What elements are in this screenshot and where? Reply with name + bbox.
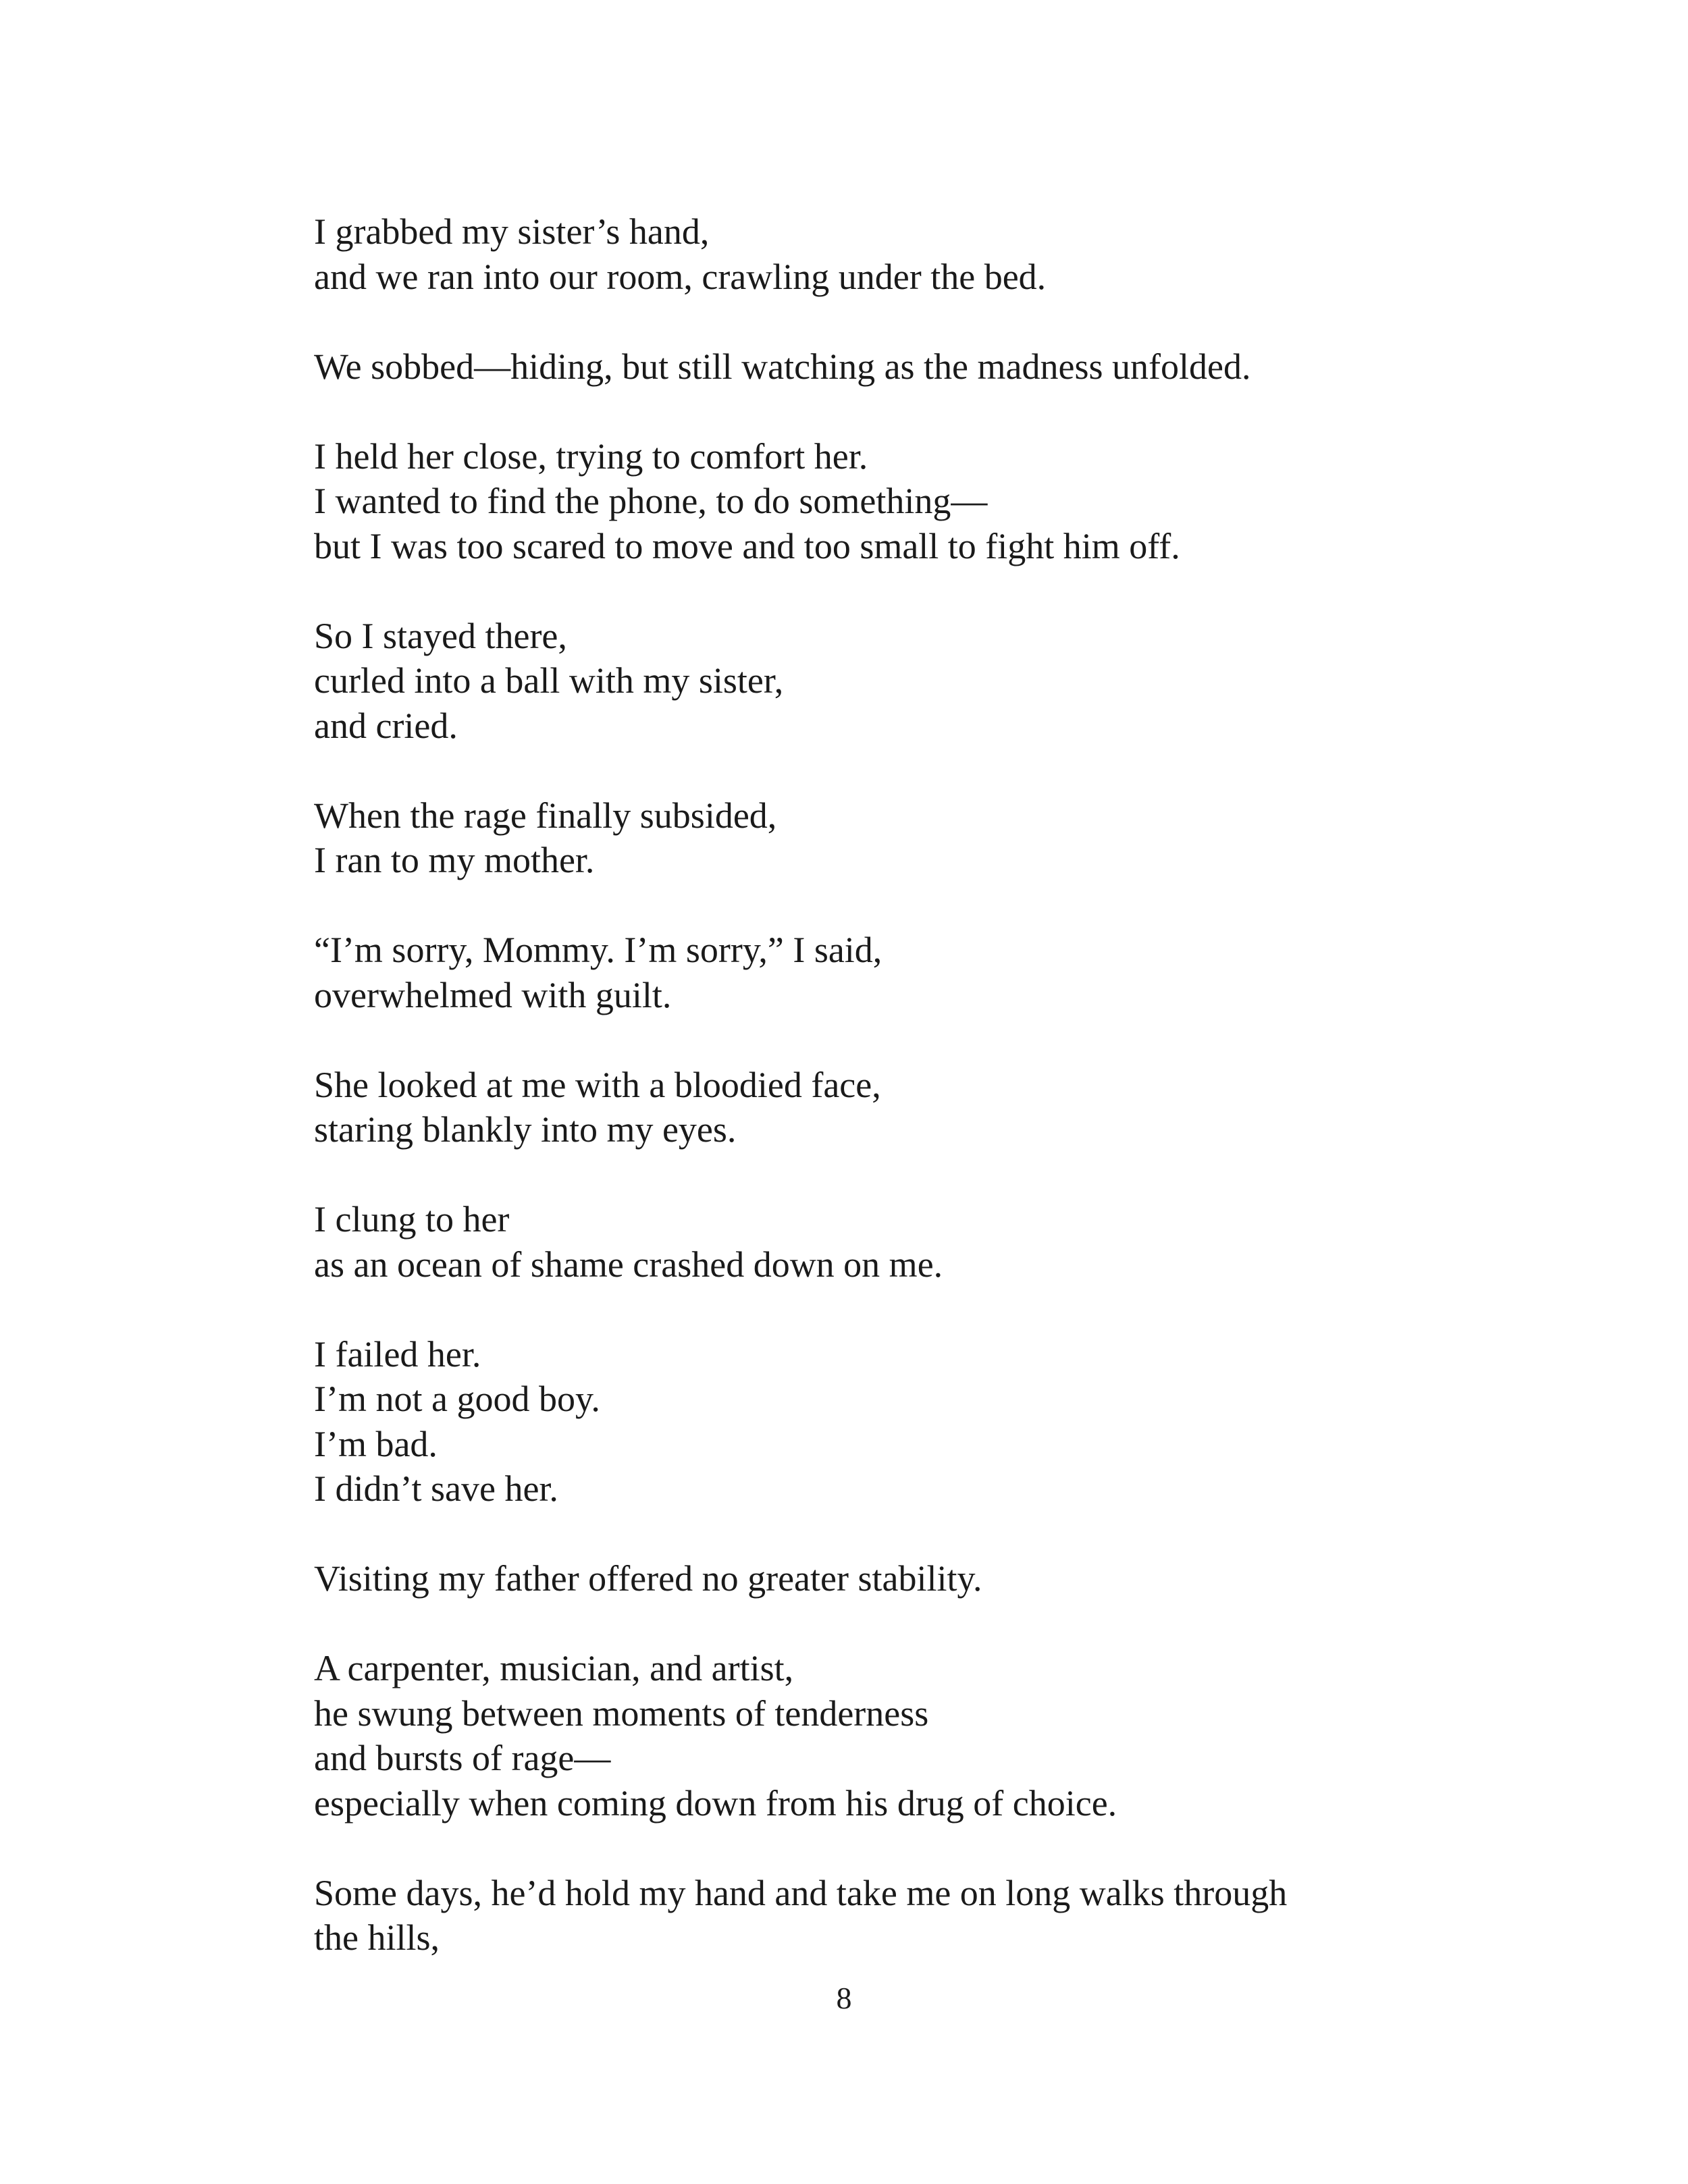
text-line: but I was too scared to move and too small to fight him off. — [314, 525, 1180, 566]
text-line: and we ran into our room, crawling under the bed. — [314, 256, 1047, 297]
text-line: and cried. — [314, 705, 458, 746]
stanza-1 — [314, 209, 1448, 299]
stanza-10 — [314, 1556, 1448, 1601]
stanza-5 — [314, 793, 1448, 883]
text-line: I didn’t save her. — [314, 1468, 558, 1509]
stanza-4 — [314, 614, 1448, 749]
text-line: he swung between moments of tenderness — [314, 1693, 929, 1734]
page-number: 8 — [836, 1981, 852, 2015]
stanza-8 — [314, 1197, 1448, 1287]
text-line: “I’m sorry, Mommy. I’m sorry,” I said, — [314, 930, 882, 970]
text-line: I grabbed my sister’s hand, — [314, 211, 710, 252]
text-line: as an ocean of shame crashed down on me. — [314, 1244, 943, 1285]
text-line: staring blankly into my eyes. — [314, 1109, 737, 1150]
stanza-11 — [314, 1646, 1448, 1826]
text-line: overwhelmed with guilt. — [314, 974, 672, 1015]
text-line: We sobbed—hiding, but still watching as the madness unfolded. — [314, 346, 1251, 387]
text-line: I’m not a good boy. — [314, 1379, 600, 1419]
text-line: A carpenter, musician, and artist, — [314, 1648, 794, 1688]
text-line: curled into a ball with my sister, — [314, 660, 784, 701]
stanza-9 — [314, 1332, 1448, 1512]
page-body-text — [314, 209, 1448, 2005]
text-line: and bursts of rage— — [314, 1738, 611, 1778]
text-line: So I stayed there, — [314, 615, 567, 656]
text-line: When the rage finally subsided, — [314, 795, 777, 836]
text-line: Some days, he’d hold my hand and take me on long walks through — [314, 1872, 1288, 1913]
text-line: I held her close, trying to comfort her. — [314, 435, 868, 477]
text-line: I ran to my mother. — [314, 840, 595, 880]
stanza-3 — [314, 434, 1448, 569]
text-line: I’m bad. — [314, 1423, 438, 1464]
stanza-2 — [314, 344, 1448, 390]
text-line: I clung to her — [314, 1199, 510, 1240]
text-line: Visiting my father offered no greater stability. — [314, 1558, 982, 1599]
stanza-6 — [314, 928, 1448, 1017]
text-line: especially when coming down from his drug of choice. — [314, 1782, 1117, 1823]
text-line: the hills, — [314, 1917, 440, 1958]
text-line: I failed her. — [314, 1333, 481, 1375]
text-line: She looked at me with a bloodied face, — [314, 1064, 881, 1105]
stanza-12 — [314, 1871, 1448, 1961]
stanza-7 — [314, 1063, 1448, 1152]
text-line: I wanted to find the phone, to do something— — [314, 481, 988, 521]
